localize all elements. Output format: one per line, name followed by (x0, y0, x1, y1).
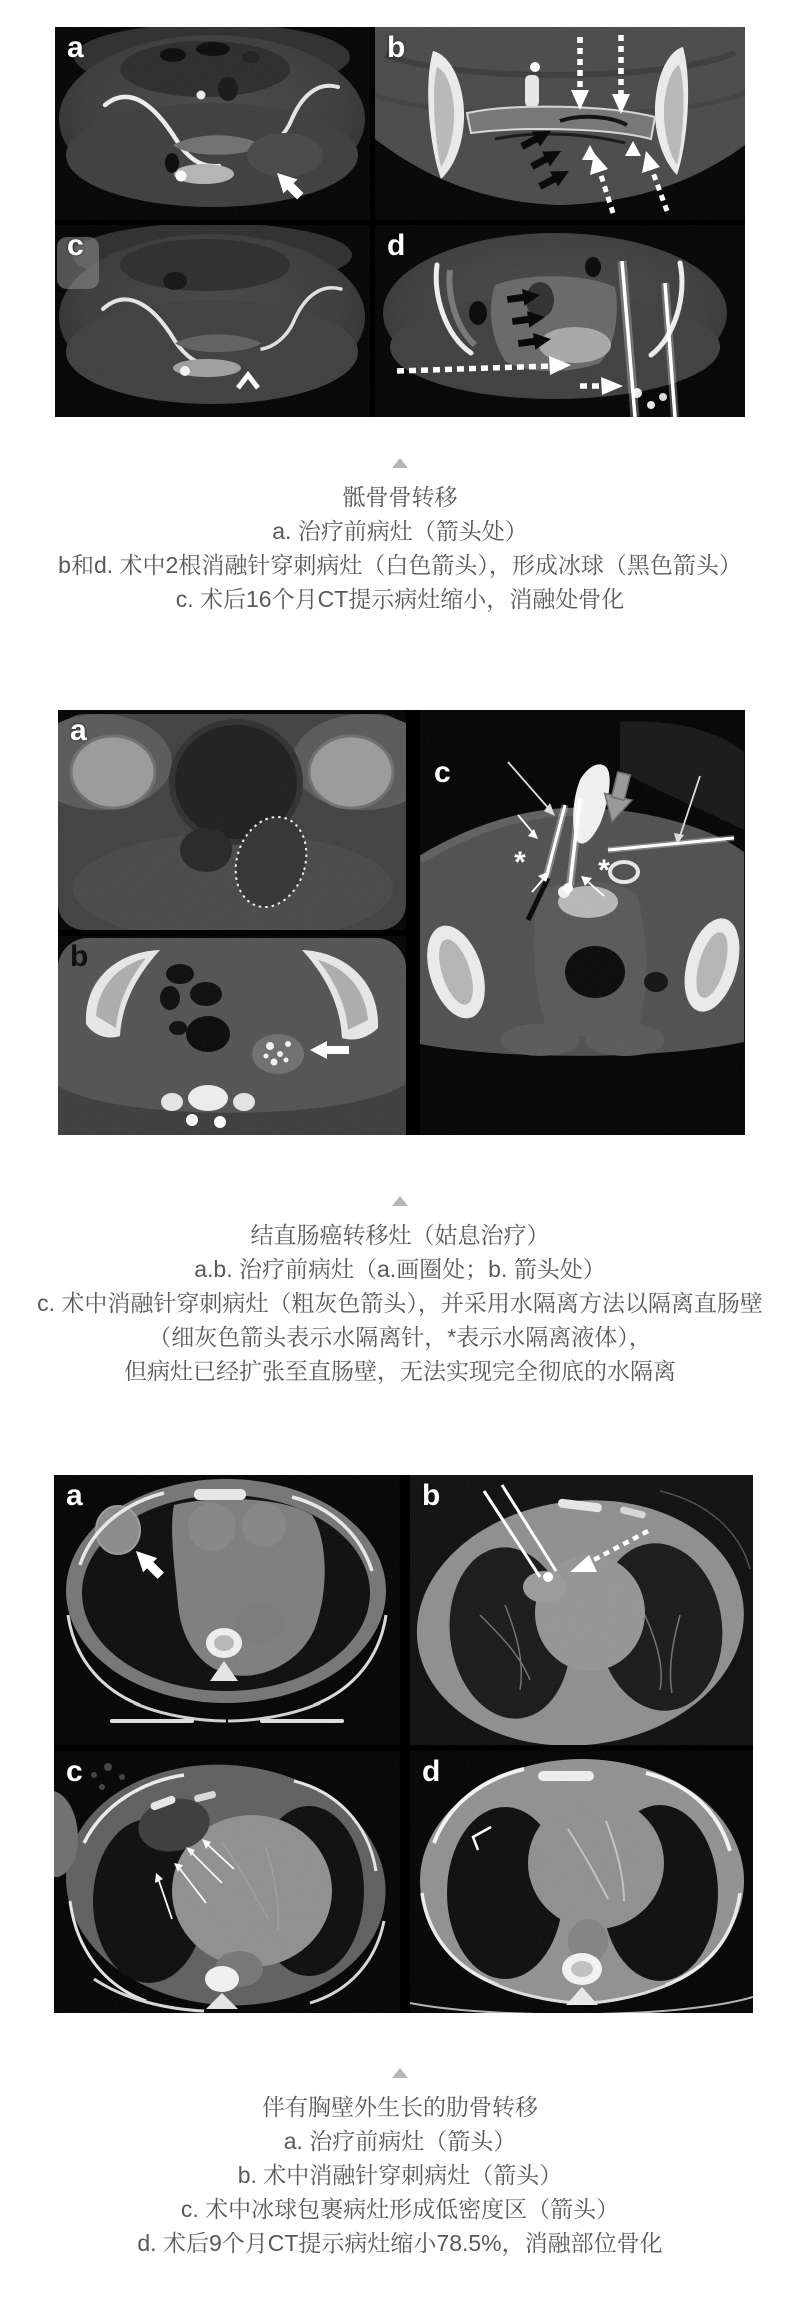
fig3-panel-c (54, 1751, 400, 2013)
panel-label: c (66, 1755, 83, 1788)
fig2-panel-c (420, 710, 745, 1135)
fig1-panel-d (375, 225, 745, 417)
ct-lung-window-needles (410, 1475, 753, 1745)
panel-label: a (70, 714, 87, 747)
ct-coronal-cryoablation (375, 27, 745, 220)
caption-line: 结直肠癌转移灶（姑息治疗） (250, 1222, 550, 1248)
figure-sacral-metastasis (55, 27, 745, 417)
figure-rib-metastasis (54, 1475, 753, 2013)
caption-line: d. 术后9个月CT提示病灶缩小78.5%，消融部位骨化 (137, 2230, 663, 2256)
caption-line: a.b. 治疗前病灶（a.画圈处；b. 箭头处） (194, 1256, 606, 1282)
figure2-caption (0, 1196, 800, 1388)
panel-label: b (422, 1479, 441, 1512)
ct-axial-iceball (54, 1751, 400, 2013)
asterisk-mark: * (598, 854, 610, 887)
figure-colorectal-metastasis (58, 710, 745, 1135)
panel-label: a (67, 31, 84, 64)
mri-axial-pelvis (58, 710, 406, 930)
panel-label: c (434, 756, 451, 789)
panel-label: d (387, 229, 406, 262)
caption-line: c. 术中冰球包裹病灶形成低密度区（箭头） (180, 2196, 620, 2222)
ct-axial-chest-followup (410, 1751, 753, 2013)
caption-line: 伴有胸壁外生长的肋骨转移 (262, 2094, 538, 2120)
caption-line: 骶骨骨转移 (342, 484, 458, 510)
fig3-panel-a (54, 1475, 400, 1745)
fig2-panel-b (58, 936, 406, 1135)
caption-line: a. 治疗前病灶（箭头处） (272, 518, 528, 544)
ct-axial-hydrodissection (420, 710, 745, 1135)
caption-line: b. 术中消融针穿刺病灶（箭头） (237, 2162, 563, 2188)
triangle-up-icon (392, 2068, 408, 2078)
ct-axial-cryoprobes (375, 225, 745, 417)
ct-axial-pelvis-lesion (58, 936, 406, 1135)
panel-label: b (387, 31, 406, 64)
panel-label: a (66, 1479, 83, 1512)
figure3-caption (0, 2068, 800, 2260)
caption-line: a. 治疗前病灶（箭头） (283, 2128, 517, 2154)
panel-label: b (70, 940, 89, 973)
fig1-panel-b (375, 27, 745, 220)
fig1-panel-c (55, 225, 370, 417)
fig2-panel-a (58, 710, 406, 930)
ct-axial-pelvis-followup (55, 225, 370, 417)
caption-line: b和d. 术中2根消融针穿刺病灶（白色箭头），形成冰球（黑色箭头） (58, 552, 742, 578)
triangle-up-icon (392, 1196, 408, 1206)
caption-line: （细灰色箭头表示水隔离针，*表示水隔离液体）， (148, 1324, 652, 1350)
panel-label: c (67, 229, 84, 262)
figure1-caption (0, 458, 800, 616)
asterisk-mark: * (514, 846, 526, 879)
fig3-panel-d (410, 1751, 753, 2013)
fig3-panel-b (410, 1475, 753, 1745)
ct-axial-chest-pre (54, 1475, 400, 1745)
caption-line: c. 术后16个月CT提示病灶缩小，消融处骨化 (175, 586, 625, 612)
panel-label: d (422, 1755, 441, 1788)
caption-line: c. 术中消融针穿刺病灶（粗灰色箭头），并采用水隔离方法以隔离直肠壁 (37, 1290, 763, 1316)
caption-line: 但病灶已经扩张至直肠壁，无法实现完全彻底的水隔离 (124, 1358, 676, 1384)
triangle-up-icon (392, 458, 408, 468)
fig1-panel-a (55, 27, 370, 220)
ct-axial-pelvis-pre (55, 27, 370, 220)
